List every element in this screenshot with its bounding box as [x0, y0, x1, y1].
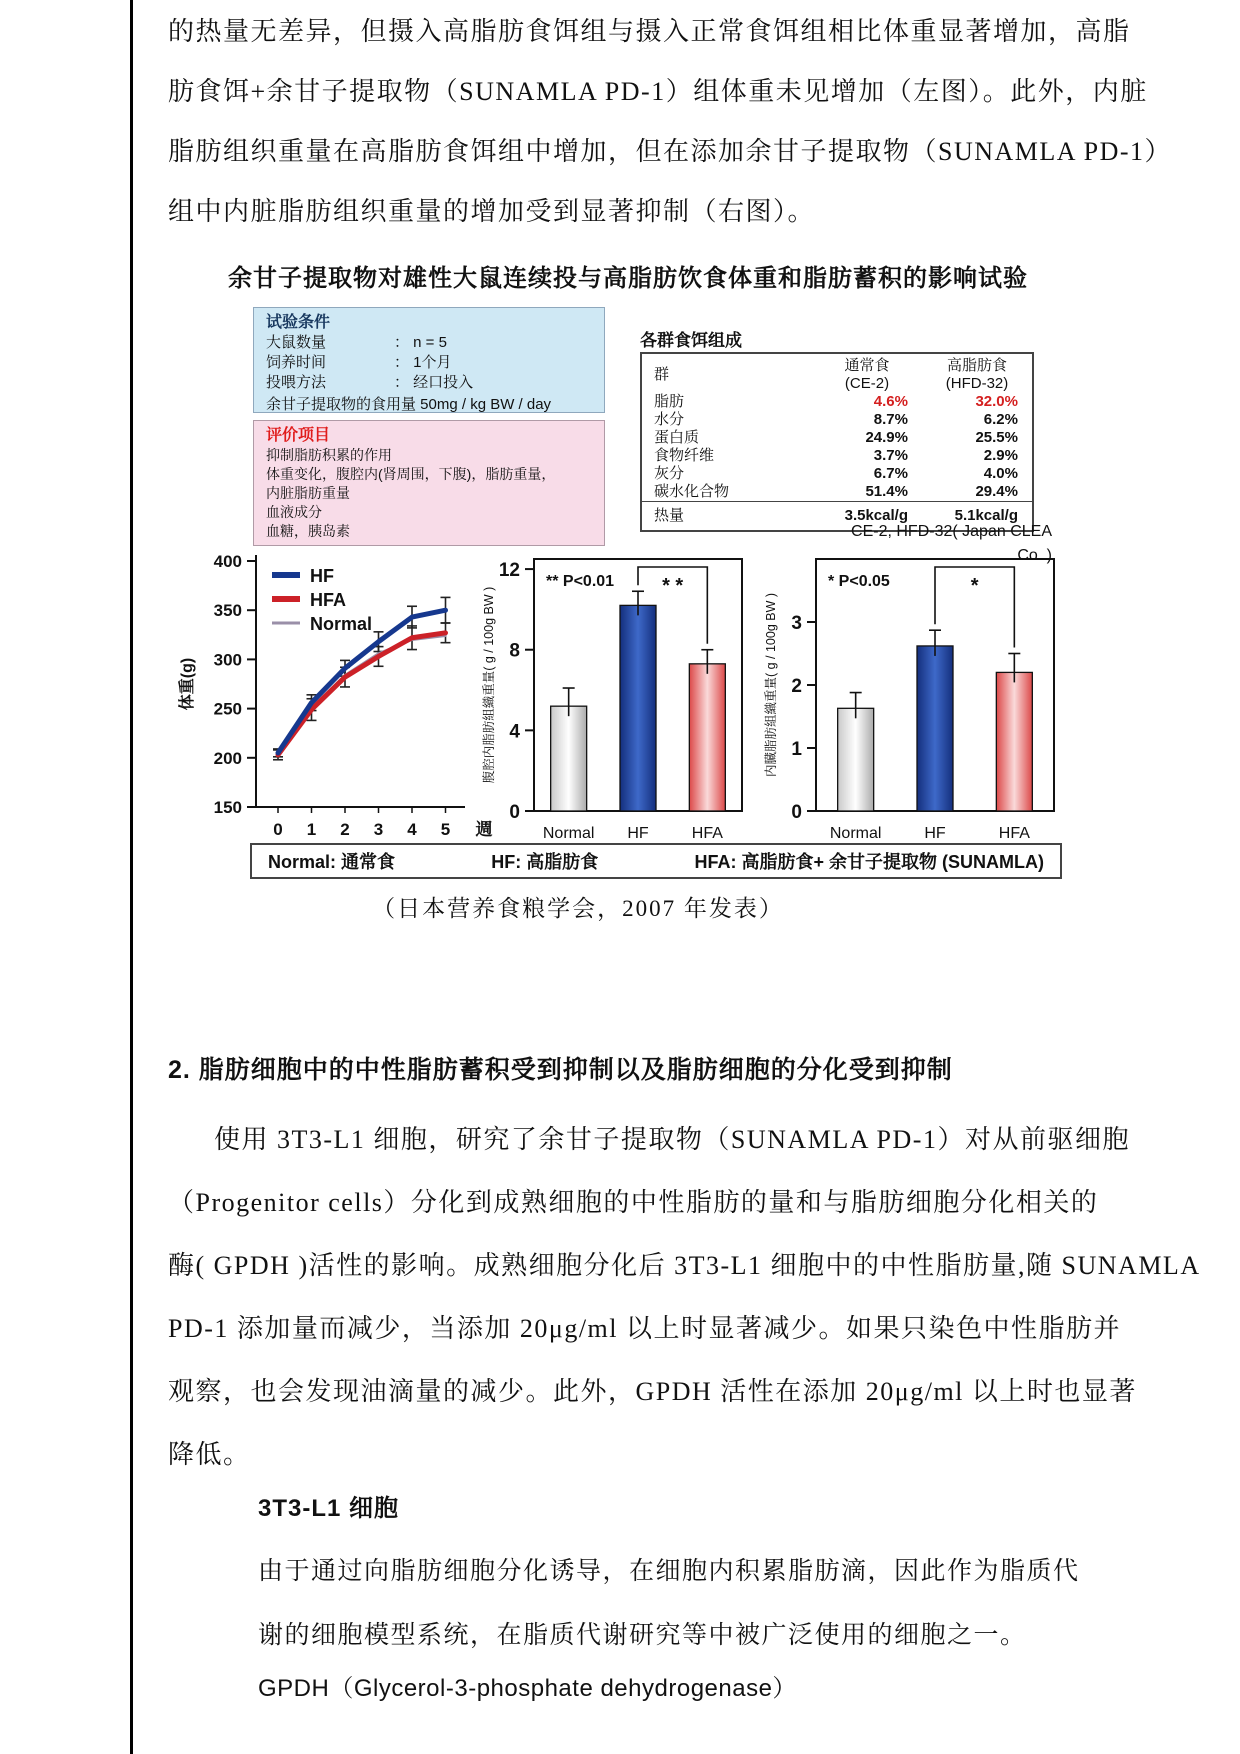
paragraph-line: PD-1 添加量而减少，当添加 20μg/ml 以上时显著减少。如果只染色中性脂肪并: [168, 1314, 1122, 1343]
svg-text:** P<0.01: ** P<0.01: [546, 573, 615, 590]
row-label: 食物纤维: [654, 447, 715, 464]
svg-text:HFA: HFA: [691, 825, 723, 842]
figure-citation: （日本营养食粮学会，2007 年发表）: [372, 896, 784, 921]
column-header-hfd: [922, 353, 1033, 393]
note-line: 谢的细胞模型系统，在脂质代谢研究等中被广泛使用的细胞之一。: [258, 1622, 1027, 1649]
evaluation-line: 血糖，胰岛素: [266, 523, 350, 539]
note-line: 由于通过向脂肪细胞分化诱导，在细胞内积累脂肪滴，因此作为脂质代: [258, 1558, 1080, 1585]
paragraph-line: 观察，也会发现油滴量的减少。此外，GPDH 活性在添加 20μg/ml 以上时也显著: [168, 1377, 1137, 1406]
cell-hfd: 29.4%: [975, 483, 1018, 500]
svg-text:* *: * *: [662, 575, 684, 597]
condition-label: 投喂方法: [266, 374, 327, 391]
gpdh-definition-line: GPDH（Glycerol-3-phosphate dehydrogenase）: [258, 1675, 797, 1702]
evaluation-box-title: 评价项目: [266, 427, 331, 444]
test-conditions-box: [253, 307, 605, 413]
svg-text:内臓脂肪組織重量( g / 100g BW ): 内臓脂肪組織重量( g / 100g BW ): [764, 592, 778, 778]
svg-text:8: 8: [509, 640, 520, 662]
table-row: [641, 429, 1033, 447]
header-hfd-name: 高脂肪食: [946, 357, 1007, 374]
table-row: [641, 447, 1033, 465]
evaluation-items-box: [253, 420, 605, 546]
row-label: 蛋白质: [654, 429, 700, 446]
cell-hfd: 5.1kcal/g: [922, 502, 1033, 532]
svg-text:350: 350: [213, 601, 242, 621]
condition-row: [266, 333, 592, 353]
left-margin-rule: [130, 0, 133, 1754]
paragraph-line: （Progenitor cells）分化到成熟细胞的中性脂肪的量和与脂肪细胞分化相关的: [168, 1188, 1099, 1217]
svg-text:400: 400: [213, 552, 242, 571]
column-header-group: 群: [654, 366, 670, 383]
svg-text:3: 3: [791, 613, 802, 634]
svg-text:4: 4: [407, 820, 417, 839]
header-normal-name: 通常食: [844, 357, 890, 374]
diet-composition-table: [640, 352, 1034, 532]
svg-text:150: 150: [213, 798, 242, 817]
table-row: [641, 483, 1033, 502]
table-row: [641, 411, 1033, 429]
section2-heading: 2. 脂肪细胞中的中性脂肪蓄积受到抑制以及脂肪细胞的分化受到抑制: [168, 1056, 953, 1084]
row-label: 碳水化合物: [654, 483, 730, 500]
intro-paragraph: [168, 2, 1173, 242]
svg-text:Normal: Normal: [829, 825, 882, 842]
cell-note-paragraph: [258, 1540, 1158, 1668]
section2-paragraph: [168, 1108, 1201, 1486]
cell-hfd: 25.5%: [975, 429, 1018, 446]
cell-hfd: 32.0%: [975, 393, 1018, 410]
column-header-normal: [812, 353, 922, 393]
figure-title: 余甘子提取物对雄性大鼠连续投与高脂肪饮食体重和脂肪蓄积的影响试验: [228, 265, 1028, 292]
svg-text:200: 200: [213, 748, 242, 768]
intro-line: 肪食饵+余甘子提取物（SUNAMLA PD-1）组体重未见增加（左图）。此外，内脏: [168, 77, 1148, 106]
header-hfd-code: (HFD-32): [945, 375, 1009, 392]
svg-text:300: 300: [213, 650, 242, 670]
row-label: 水分: [654, 411, 685, 428]
source-note-line: CE-2, HFD-32( Japan CLEA: [851, 523, 1052, 540]
row-label: 热量: [641, 502, 812, 532]
paragraph-line: 使用 3T3-L1 细胞，研究了余甘子提取物（SUNAMLA PD-1）对从前驱细胞: [214, 1125, 1130, 1154]
intro-line: 的热量无差异，但摄入高脂肪食饵组与摄入正常食饵组相比体重显著增加，高脂: [168, 17, 1131, 46]
evaluation-line: 内脏脂肪重量: [266, 485, 350, 501]
cell-hfd: 6.2%: [983, 411, 1018, 428]
evaluation-line: 抑制脂肪积累的作用: [266, 447, 392, 463]
diet-table-title: 各群食饵组成: [640, 331, 742, 350]
svg-text:HF: HF: [627, 825, 649, 842]
condition-label: 饲养时间: [266, 354, 327, 371]
svg-text:* P<0.05: * P<0.05: [828, 573, 890, 590]
cell-note-heading: 3T3-L1 细胞: [258, 1495, 400, 1522]
svg-text:2: 2: [791, 676, 802, 697]
visceral-fat-bar-chart: [760, 545, 1062, 845]
evaluation-line: 体重变化，腹腔内(肾周围，下腹)，脂肪重量，: [266, 466, 556, 482]
intro-line: 脂肪组织重量在高脂肪食饵组中增加，但在添加余甘子提取物（SUNAMLA PD-1）: [168, 137, 1173, 166]
svg-text:250: 250: [213, 699, 242, 719]
cell-hfd: 4.0%: [983, 465, 1018, 482]
condition-value: ： 经口投入: [394, 374, 474, 391]
cell-normal: 24.9%: [865, 429, 908, 446]
intro-line: 组中内脏脂肪组织重量的增加受到显著抑制（右图）。: [168, 197, 816, 226]
source-note-line: Co. ): [1017, 547, 1052, 564]
header-normal-code: (CE-2): [844, 375, 890, 392]
condition-row: [266, 353, 592, 373]
svg-text:0: 0: [509, 802, 520, 823]
svg-text:3: 3: [373, 820, 384, 839]
svg-text:週: 週: [475, 820, 493, 839]
svg-text:0: 0: [273, 820, 283, 839]
paragraph-line: 酶( GPDH )活性的影响。成熟细胞分化后 3T3-L1 细胞中的中性脂肪量,随 SUNAMLA: [168, 1251, 1201, 1280]
cell-normal: 8.7%: [873, 411, 908, 428]
condition-value: ： n = 5: [394, 334, 447, 351]
condition-label: 大鼠数量: [266, 334, 327, 351]
svg-text:腹腔内脂肪組織重量( g / 100g BW ): 腹腔内脂肪組織重量( g / 100g BW ): [482, 586, 496, 784]
row-label: 灰分: [654, 465, 685, 482]
cell-normal: 3.7%: [873, 447, 908, 464]
svg-text:HFA: HFA: [310, 590, 346, 610]
svg-text:1: 1: [306, 820, 317, 839]
svg-text:HF: HF: [924, 825, 946, 842]
svg-text:HF: HF: [310, 566, 334, 586]
cell-normal: 51.4%: [865, 483, 908, 500]
table-row: [641, 393, 1033, 411]
row-label: 脂肪: [654, 393, 685, 410]
svg-text:2: 2: [340, 820, 350, 839]
svg-text:0: 0: [791, 802, 802, 823]
condition-row: [266, 373, 592, 393]
svg-text:12: 12: [498, 560, 520, 582]
body-weight-line-chart: [170, 545, 500, 845]
svg-text:*: *: [970, 575, 979, 597]
cell-hfd: 2.9%: [983, 447, 1018, 464]
svg-text:4: 4: [509, 721, 520, 743]
cell-normal: 6.7%: [873, 465, 908, 482]
svg-text:1: 1: [791, 739, 802, 760]
condition-value: ： 1个月: [394, 354, 452, 371]
evaluation-line: 血液成分: [266, 504, 322, 520]
table-row: [641, 465, 1033, 483]
svg-text:5: 5: [440, 820, 451, 839]
chart-legend-box: [250, 843, 1062, 879]
cell-normal: 3.5kcal/g: [812, 502, 922, 532]
paragraph-line: 降低。: [168, 1440, 251, 1469]
abdominal-fat-bar-chart: [475, 545, 750, 845]
legend-item-normal: Normal: 通常食: [268, 852, 396, 872]
legend-item-hf: HF: 高脂肪食: [491, 852, 599, 872]
table-header-row: [641, 353, 1033, 393]
svg-text:Normal: Normal: [310, 614, 373, 634]
svg-text:Normal: Normal: [542, 825, 595, 842]
svg-text:体重(g): 体重(g): [179, 657, 196, 711]
conditions-box-title: 试验条件: [266, 314, 331, 331]
svg-text:HFA: HFA: [998, 825, 1030, 842]
dose-line: 余甘子提取物的食用量 50mg / kg BW / day: [266, 396, 552, 413]
legend-item-hfa: HFA: 高脂肪食+ 余甘子提取物 (SUNAMLA): [694, 852, 1044, 872]
cell-normal: 4.6%: [873, 393, 908, 410]
